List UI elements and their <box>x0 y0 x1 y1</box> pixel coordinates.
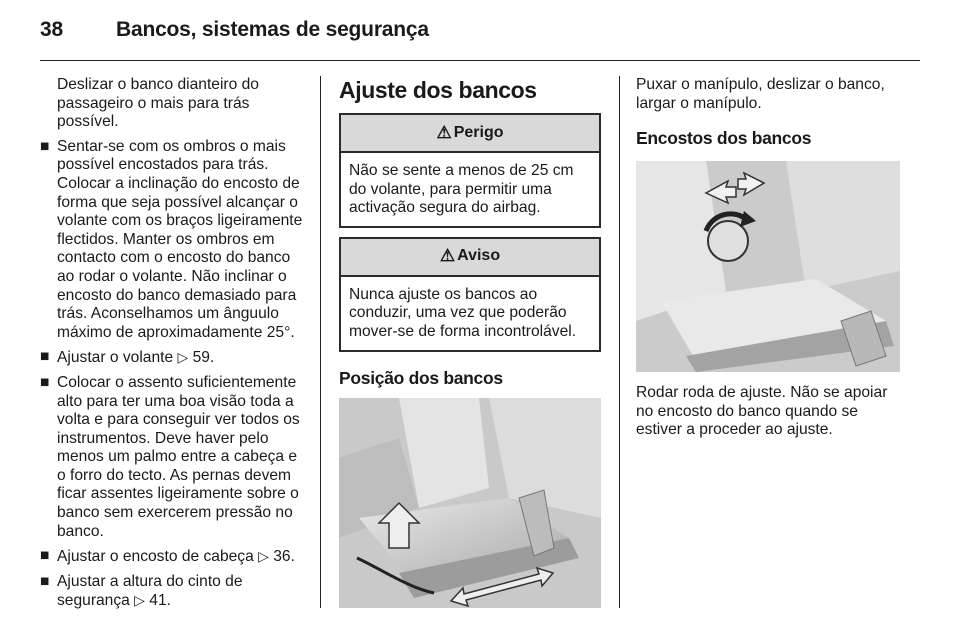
column-divider <box>320 76 321 608</box>
list-item-text: Ajustar a altura do cinto de segurança <box>57 572 243 610</box>
column-3 <box>636 76 902 440</box>
page-title: Bancos, sistemas de segurança <box>116 18 429 41</box>
illustration-caption: Rodar roda de ajuste. Não se apoiar no encosto do banco quando se estiver a proceder ao ajuste. <box>636 384 888 439</box>
warning-triangle-icon: ⚠ <box>436 122 452 142</box>
list-item-text: Ajustar o encosto de cabeça <box>57 548 254 566</box>
subsection-title: Encostos dos bancos <box>636 128 812 149</box>
intro-paragraph: Deslizar o banco dianteiro do passageiro o mais para trás possível. <box>57 76 259 131</box>
bullet-marker: ■ <box>40 572 50 590</box>
page-reference: 59. <box>192 349 215 367</box>
subsection-title: Posição dos bancos <box>339 367 503 388</box>
list-item-text: Sentar-se com os ombros o mais possível encostados para trás. Colocar a inclinação do encosto de forma que seja possível alcançar o volante com os braços ligeiramente flectidos. Manter os ombros em contacto com o encosto do banco ao rodar o volante. Não inclinar o encosto do banco demasiado para trás. Aconselhamos um ânguulo máximo de aproximadamente 25°. <box>57 137 303 341</box>
xref-arrow-icon: ▷ <box>134 592 145 609</box>
danger-body: Não se sente a menos de 25 cm do volante, para permitir uma activação segura do airbag. <box>349 162 574 217</box>
list-item <box>40 573 306 611</box>
danger-box <box>339 113 601 228</box>
page-reference: 36. <box>273 548 295 566</box>
backrest-adjust-illustration <box>636 161 900 372</box>
list-item-text: Colocar o assento suficientemente alto para ter uma boa visão toda a volta e para conseguir ver todos os instrumentos. Deve haver pelo menos um palmo entre a cabeça e o forro do tecto. As pernas devem ficar assentes ligeiramente sobre o banco sem exercerem pressão no banco. <box>57 373 300 540</box>
seat-slide-illustration <box>339 398 601 608</box>
list-item <box>40 348 306 368</box>
danger-box-header <box>341 115 599 153</box>
xref-arrow-icon: ▷ <box>177 349 189 366</box>
bullet-marker: ■ <box>40 348 50 366</box>
column-2 <box>339 76 601 608</box>
list-item-text: Ajustar o volante <box>57 349 174 367</box>
bullet-marker: ■ <box>40 373 50 391</box>
header-rule <box>40 60 920 61</box>
caution-box <box>339 237 601 352</box>
danger-title: Perigo <box>453 123 504 141</box>
caution-body: Nunca ajuste os bancos ao conduzir, uma vez que poderão mover-se de forma incontrolável. <box>349 285 577 340</box>
xref-arrow-icon: ▷ <box>258 548 269 565</box>
page-number: 38 <box>40 18 63 41</box>
backrest-illustration <box>636 161 900 372</box>
section-title: Ajuste dos bancos <box>339 77 537 103</box>
column-divider <box>619 76 620 608</box>
list-item <box>40 374 306 541</box>
intro-paragraph: Puxar o manípulo, deslizar o banco, largar o manípulo. <box>636 76 885 112</box>
caution-title: Aviso <box>457 247 501 265</box>
seat-position-illustration <box>339 398 601 608</box>
column-1 <box>40 76 306 611</box>
page-header <box>40 18 429 42</box>
caution-box-header <box>341 239 599 277</box>
list-item <box>40 547 306 567</box>
bullet-marker: ■ <box>40 547 50 565</box>
page-reference: 41. <box>149 592 171 610</box>
warning-triangle-icon: ⚠ <box>439 246 456 266</box>
bullet-marker: ■ <box>40 137 50 155</box>
list-item <box>40 138 306 343</box>
